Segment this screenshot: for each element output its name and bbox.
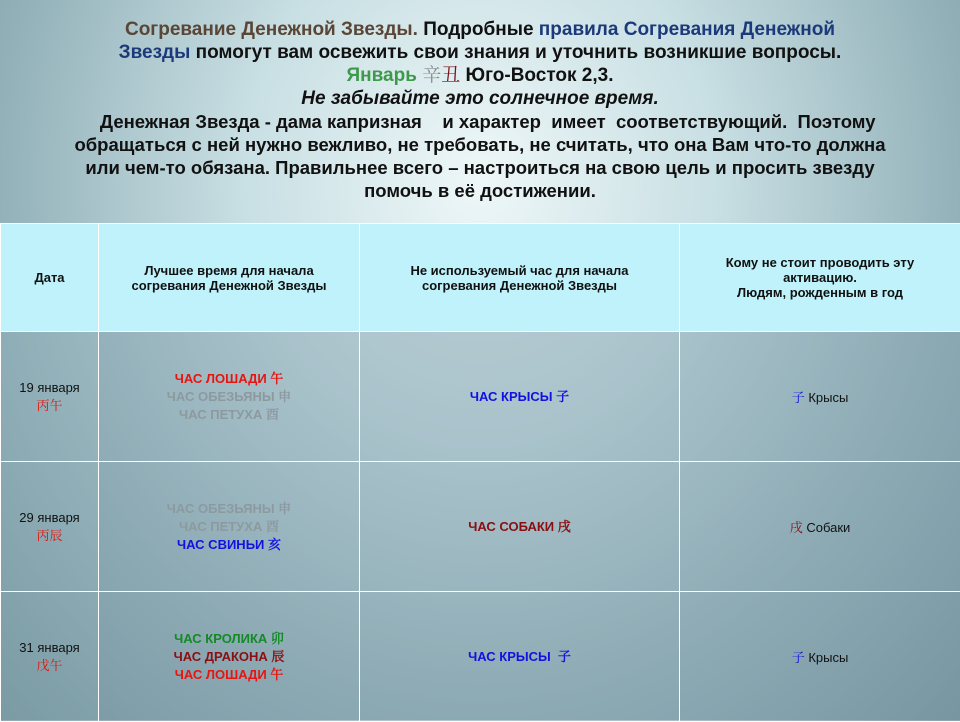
table-row [1, 462, 960, 592]
header-line-3 [0, 64, 960, 87]
schedule-table [0, 223, 960, 722]
unused-hour-cell: ЧАС КРЫСЫ 子 [360, 332, 680, 462]
header-line-2 [0, 41, 960, 64]
unused-hour-cell: ЧАС СОБАКИ 戌 [360, 462, 680, 592]
header-best-time: Лучшее время для начала согревания Денежной Звезды [99, 224, 360, 332]
header-paragraph-3: или чем-то обязана. Правильнее всего – настроиться на свою цель и просить звезду [0, 156, 960, 179]
best-time-cell: ЧАС ОБЕЗЬЯНЫ 申 ЧАС ПЕТУХА 酉 ЧАС СВИНЬИ 亥 [99, 462, 360, 592]
header-paragraph-2: обращаться с ней нужно вежливо, не требовать, не считать, что она Вам что-то должна [0, 133, 960, 156]
table-header-row [1, 224, 960, 332]
header-paragraph-4: помочь в её достижении. [0, 179, 960, 202]
who-cell: 子 Крысы [680, 332, 960, 462]
header-line-1 [0, 18, 960, 41]
header-month-sym-2: 丑 [441, 65, 460, 86]
date-cell: 31 января 戊午 [1, 592, 99, 722]
unused-hour-cell: ЧАС КРЫСЫ 子 [360, 592, 680, 722]
header-text-2: помогут вам освежить свои знания и уточнить возникшие вопросы. [190, 42, 841, 63]
header-text: Подробные [418, 19, 539, 40]
header-paragraph-1: Денежная Звезда - дама капризная и характер имеет соответствующий. Поэтому [0, 110, 960, 133]
who-cell: 子 Крысы [680, 592, 960, 722]
best-time-cell: ЧАС КРОЛИКА 卯 ЧАС ДРАКОНА 辰 ЧАС ЛОШАДИ 午 [99, 592, 360, 722]
date-cell: 29 января 丙辰 [1, 462, 99, 592]
header-rules-link[interactable]: правила Согревания Денежной [539, 19, 835, 40]
header-line-4: Не забывайте это солнечное время. [0, 87, 960, 110]
header-month: Январь [347, 65, 417, 86]
header-unused-hour: Не используемый час для начала согревания Денежной Звезды [360, 224, 680, 332]
table-row [1, 592, 960, 722]
best-time-cell: ЧАС ЛОШАДИ 午 ЧАС ОБЕЗЬЯНЫ 申 ЧАС ПЕТУХА 酉 [99, 332, 360, 462]
header-who-not: Кому не стоит проводить эту активацию. Людям, рожденным в год [680, 224, 960, 332]
date-cell: 19 января 丙午 [1, 332, 99, 462]
header-date: Дата [1, 224, 99, 332]
header-title: Согревание Денежной Звезды. [125, 19, 418, 40]
header-rules-link-cont[interactable]: Звезды [119, 42, 191, 63]
header-month-sym-1: 辛 [417, 65, 441, 86]
who-cell: 戌 Собаки [680, 462, 960, 592]
table-row [1, 332, 960, 462]
header-block [0, 18, 960, 202]
header-direction: Юго-Восток 2,3. [460, 65, 613, 86]
